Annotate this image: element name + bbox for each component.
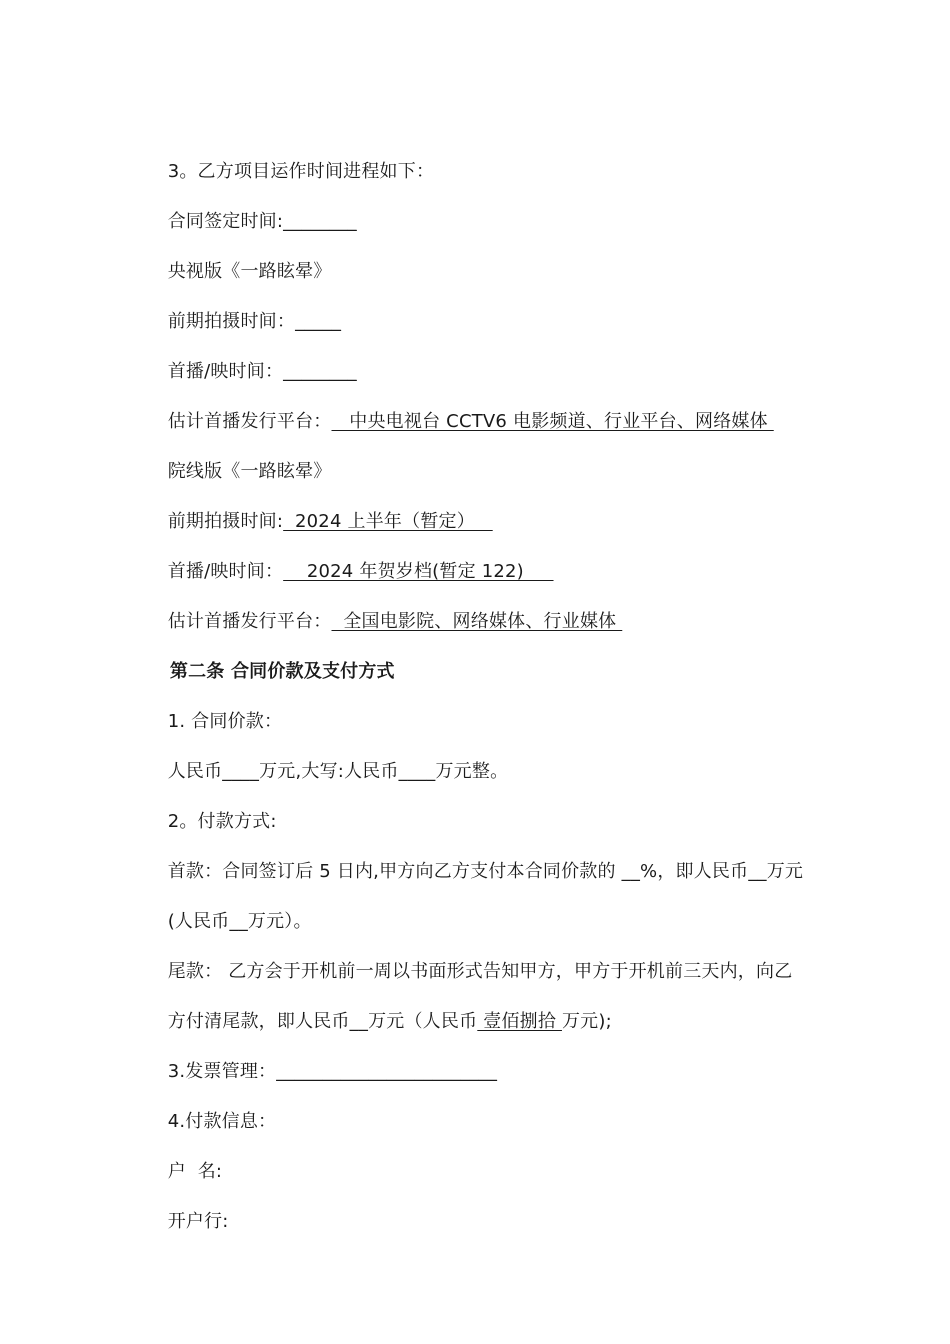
- text: 万元);: [561, 1011, 612, 1032]
- text: 2。付款方式:: [167, 811, 277, 832]
- filled-field: 壹佰捌拾: [477, 1011, 562, 1032]
- filled-field: 中央电视台 CCTV6 电影频道、行业平台、网络媒体: [331, 411, 774, 432]
- blank-field: ________________________: [276, 1061, 498, 1082]
- filled-field: 全国电影院、网络媒体、行业媒体: [331, 611, 623, 632]
- label: 前期拍摄时间:: [167, 511, 284, 532]
- text: 户 名:: [167, 1161, 223, 1182]
- text: 首款：合同签订后 5 日内,甲方向乙方支付本合同价款的 __%，即人民币__万元: [167, 861, 804, 882]
- label: 首播/映时间：: [167, 361, 284, 382]
- text: 人民币____万元,大写:人民币____万元整。: [167, 761, 509, 782]
- label: 首播/映时间：: [167, 561, 284, 582]
- label: 合同签定时间:: [167, 211, 284, 232]
- text: (人民币__万元）。: [167, 911, 312, 932]
- filled-field: 2024 上半年（暂定）: [283, 511, 493, 532]
- text: 尾款： 乙方会于开机前一周以书面形式告知甲方，甲方于开机前三天内，向乙: [167, 961, 793, 982]
- label: 估计首播发行平台：: [167, 411, 332, 432]
- label: 前期拍摄时间：: [167, 311, 296, 332]
- blank-field: ________: [283, 361, 357, 382]
- text: 4.付款信息：: [167, 1111, 277, 1132]
- text: 开户行:: [167, 1211, 229, 1232]
- blank-field: _____: [295, 311, 342, 332]
- text: 院线版《一路眩晕》: [167, 461, 332, 482]
- text: 第二条 合同价款及支付方式: [169, 661, 395, 682]
- text: 央视版《一路眩晕》: [167, 261, 332, 282]
- text: 1. 合同价款：: [167, 711, 283, 732]
- text: 方付清尾款，即人民币__万元（人民币: [167, 1011, 478, 1032]
- opening-bank: [144, 1186, 229, 1258]
- label: 估计首播发行平台：: [167, 611, 332, 632]
- filled-field: 2024 年贺岁档(暂定 122): [283, 561, 554, 582]
- blank-field: ________: [283, 211, 357, 232]
- label: 3.发票管理：: [167, 1061, 277, 1082]
- text: 3。乙方项目运作时间进程如下：: [167, 161, 435, 182]
